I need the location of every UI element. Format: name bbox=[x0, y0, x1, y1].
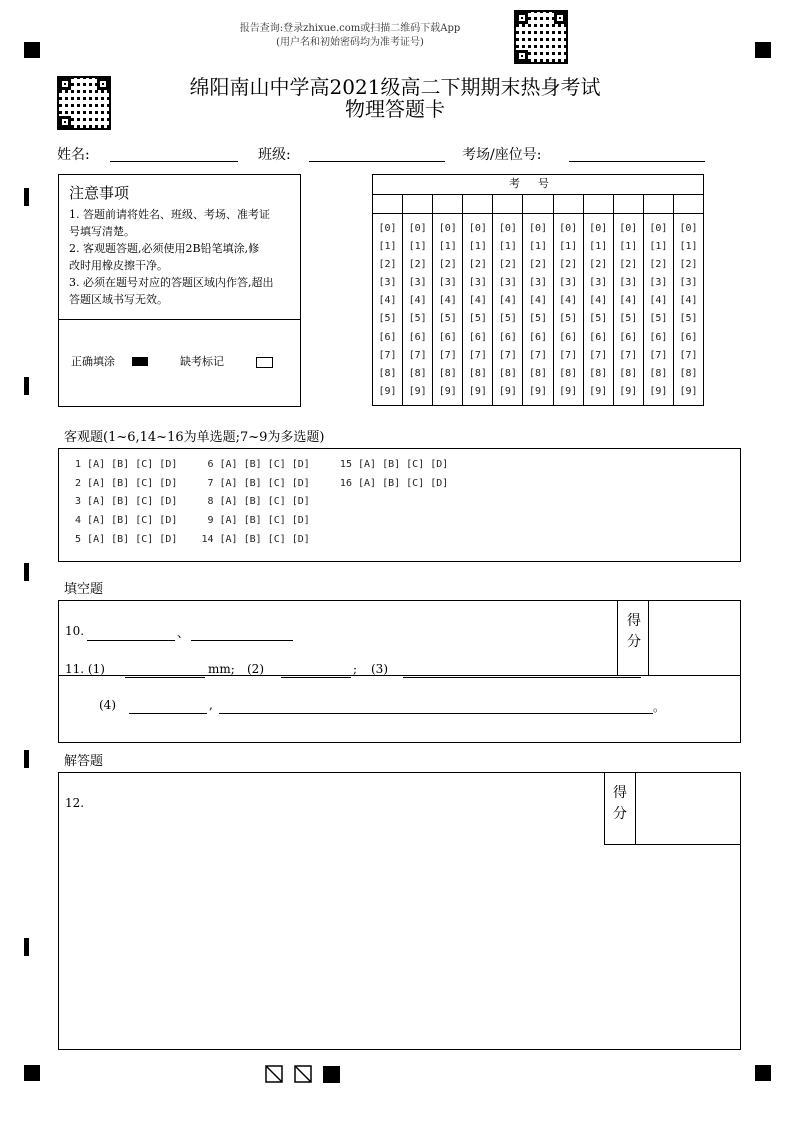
q11-part-3-label: (3) bbox=[371, 662, 388, 676]
objective-row[interactable]: 5 [A] [B] [C] [D] 14 [A] [B] [C] [D] bbox=[69, 534, 310, 545]
exam-digit-bubble[interactable]: [8] bbox=[559, 367, 578, 379]
exam-digit-bubble[interactable]: [9] bbox=[559, 385, 578, 397]
exam-digit-bubble[interactable]: [6] bbox=[408, 331, 427, 343]
timing-bar bbox=[24, 750, 29, 768]
exam-number-grid bbox=[372, 174, 704, 406]
divider bbox=[59, 319, 300, 320]
exam-digit-bubble[interactable]: [3] bbox=[528, 277, 548, 289]
exam-digit-bubble[interactable]: [1] bbox=[408, 241, 427, 253]
q11-part-4-label: (4) bbox=[99, 698, 116, 712]
report-line-2: (用户名和初始密码均为准考证号) bbox=[276, 37, 424, 48]
exam-digit-bubble[interactable]: [2] bbox=[378, 259, 397, 271]
exam-digit-column bbox=[584, 214, 614, 405]
exam-digit-bubble[interactable]: [5] bbox=[438, 313, 457, 325]
exam-digit-bubble[interactable]: [8] bbox=[378, 367, 397, 379]
exam-digit-bubble[interactable]: [4] bbox=[589, 295, 608, 307]
exam-number-bubbles bbox=[373, 214, 703, 405]
exam-digit-bubble[interactable]: [7] bbox=[468, 349, 487, 361]
exam-digit-bubble[interactable]: [7] bbox=[438, 349, 457, 361]
q10-blank-1[interactable] bbox=[87, 640, 175, 641]
exam-digit-bubble[interactable]: [8] bbox=[408, 367, 427, 379]
exam-digit-bubble[interactable]: [4] bbox=[438, 295, 457, 307]
page-title bbox=[150, 76, 640, 120]
exam-digit-bubble[interactable]: [0] bbox=[408, 223, 427, 234]
score-label-1: 得 bbox=[613, 785, 627, 801]
exam-digit-write-box[interactable] bbox=[584, 195, 614, 213]
filled-example-label: 正确填涂 bbox=[71, 355, 115, 368]
exam-digit-bubble[interactable]: [1] bbox=[559, 241, 578, 253]
q11-blank-3[interactable] bbox=[403, 677, 641, 678]
seat-label: 考场/座位号: bbox=[462, 147, 542, 163]
exam-digit-bubble[interactable]: [7] bbox=[408, 349, 427, 361]
q11-blank-1[interactable] bbox=[125, 677, 205, 678]
notice-item: 答题区域书写无效。 bbox=[69, 293, 168, 306]
exam-digit-bubble[interactable]: [8] bbox=[438, 367, 457, 379]
exam-digit-bubble[interactable]: [3] bbox=[619, 277, 638, 289]
exam-digit-bubble[interactable]: [2] bbox=[559, 259, 578, 271]
exam-digit-bubble[interactable]: [6] bbox=[468, 331, 487, 343]
report-query-text bbox=[190, 22, 510, 50]
exam-digit-bubble[interactable]: [0] bbox=[649, 223, 668, 234]
exam-digit-bubble[interactable]: [1] bbox=[438, 241, 457, 253]
exam-digit-bubble[interactable]: [5] bbox=[498, 313, 517, 325]
exam-digit-write-box[interactable] bbox=[644, 195, 674, 213]
exam-digit-bubble[interactable]: [0] bbox=[528, 223, 548, 234]
exam-digit-bubble[interactable]: [0] bbox=[468, 223, 487, 234]
score-label-1: 得 bbox=[627, 613, 641, 629]
exam-digit-write-box[interactable] bbox=[373, 195, 403, 213]
q11-part-2-label: (2) bbox=[247, 662, 264, 676]
exam-digit-bubble[interactable]: [3] bbox=[408, 277, 427, 289]
exam-digit-bubble[interactable]: [7] bbox=[679, 349, 698, 361]
exam-digit-bubble[interactable]: [3] bbox=[589, 277, 608, 289]
exam-digit-bubble[interactable]: [5] bbox=[649, 313, 668, 325]
timing-bar bbox=[24, 563, 29, 581]
exam-digit-bubble[interactable]: [4] bbox=[559, 295, 578, 307]
exam-digit-bubble[interactable]: [9] bbox=[619, 385, 638, 397]
exam-digit-bubble[interactable]: [0] bbox=[438, 223, 457, 234]
exam-digit-bubble[interactable]: [4] bbox=[649, 295, 668, 307]
exam-digit-bubble[interactable]: [1] bbox=[679, 241, 698, 253]
exam-digit-bubble[interactable]: [4] bbox=[408, 295, 427, 307]
score-label-2: 分 bbox=[613, 806, 627, 822]
exam-digit-bubble[interactable]: [9] bbox=[378, 385, 397, 397]
exam-digit-bubble[interactable]: [5] bbox=[408, 313, 427, 325]
exam-digit-bubble[interactable]: [3] bbox=[649, 277, 668, 289]
q11-unit: mm; bbox=[208, 662, 235, 676]
exam-digit-bubble[interactable]: [6] bbox=[559, 331, 578, 343]
exam-digit-bubble[interactable]: [7] bbox=[559, 349, 578, 361]
score-box bbox=[604, 773, 740, 845]
exam-digit-write-box[interactable] bbox=[674, 195, 703, 213]
exam-digit-write-box[interactable] bbox=[554, 195, 584, 213]
exam-digit-bubble[interactable]: [6] bbox=[589, 331, 608, 343]
qr-code-icon bbox=[514, 10, 568, 64]
exam-digit-bubble[interactable]: [4] bbox=[619, 295, 638, 307]
missing-exam-checkbox[interactable] bbox=[256, 357, 273, 368]
exam-digit-bubble[interactable]: [8] bbox=[679, 367, 698, 379]
exam-digit-bubble[interactable]: [0] bbox=[498, 223, 517, 234]
timing-bar bbox=[24, 938, 29, 956]
exam-digit-bubble[interactable]: [8] bbox=[528, 367, 548, 379]
exam-digit-column bbox=[373, 214, 403, 405]
corner-mark-top-right bbox=[755, 42, 771, 58]
q11-blank-5[interactable] bbox=[219, 713, 653, 714]
exam-digit-bubble[interactable]: [2] bbox=[649, 259, 668, 271]
name-field[interactable] bbox=[110, 161, 238, 162]
exam-digit-bubble[interactable]: [6] bbox=[378, 331, 397, 343]
corner-mark-bottom-left bbox=[24, 1065, 40, 1081]
exam-digit-bubble[interactable]: [7] bbox=[378, 349, 397, 361]
exam-digit-bubble[interactable]: [9] bbox=[408, 385, 427, 397]
seat-field[interactable] bbox=[569, 161, 705, 162]
filled-example-mark bbox=[132, 357, 148, 366]
exam-digit-bubble[interactable]: [0] bbox=[619, 223, 638, 234]
exam-digit-bubble[interactable]: [3] bbox=[679, 277, 698, 289]
notice-box bbox=[58, 174, 301, 407]
exam-digit-bubble[interactable]: [5] bbox=[378, 313, 397, 325]
exam-digit-bubble[interactable]: [7] bbox=[589, 349, 608, 361]
exam-digit-bubble[interactable]: [5] bbox=[468, 313, 487, 325]
notice-item: 改时用橡皮擦干净。 bbox=[69, 259, 168, 272]
solution-section-label: 解答题 bbox=[64, 754, 104, 769]
exam-digit-bubble[interactable]: [2] bbox=[619, 259, 638, 271]
missing-exam-label: 缺考标记 bbox=[180, 355, 224, 368]
corner-mark-top-left bbox=[24, 42, 40, 58]
exam-digit-bubble[interactable]: [1] bbox=[589, 241, 608, 253]
exam-digit-write-box[interactable] bbox=[433, 195, 463, 213]
exam-digit-bubble[interactable]: [7] bbox=[649, 349, 668, 361]
qr-code-icon bbox=[57, 76, 111, 130]
fill-blank-section-label: 填空题 bbox=[64, 582, 104, 597]
exam-digit-bubble[interactable]: [9] bbox=[498, 385, 517, 397]
timing-bar bbox=[24, 188, 29, 206]
exam-digit-bubble[interactable]: [3] bbox=[438, 277, 457, 289]
exam-digit-column bbox=[433, 214, 463, 405]
exam-digit-bubble[interactable]: [8] bbox=[498, 367, 517, 379]
exam-digit-bubble[interactable]: [5] bbox=[679, 313, 698, 325]
exam-digit-write-box[interactable] bbox=[523, 195, 553, 213]
exam-digit-bubble[interactable]: [5] bbox=[528, 313, 548, 325]
exam-digit-write-box[interactable] bbox=[403, 195, 433, 213]
score-label-2: 分 bbox=[627, 634, 641, 650]
exam-digit-bubble[interactable]: [2] bbox=[528, 259, 548, 271]
question-11-label: 11. (1) bbox=[65, 662, 105, 676]
exam-digit-column bbox=[674, 214, 703, 405]
exam-digit-bubble[interactable]: [8] bbox=[649, 367, 668, 379]
exam-digit-column bbox=[523, 214, 553, 405]
score-box bbox=[617, 601, 649, 675]
q10-separator: 、 bbox=[177, 626, 190, 640]
notice-item: 1. 答题前请将姓名、班级、考场、准考证 bbox=[69, 208, 270, 221]
exam-digit-bubble[interactable]: [2] bbox=[468, 259, 487, 271]
notice-item: 2. 客观题答题,必须使用2B铅笔填涂,修 bbox=[69, 242, 260, 255]
exam-digit-bubble[interactable]: [9] bbox=[528, 385, 548, 397]
exam-digit-bubble[interactable]: [2] bbox=[679, 259, 698, 271]
exam-digit-bubble[interactable]: [4] bbox=[498, 295, 517, 307]
exam-digit-bubble[interactable]: [9] bbox=[438, 385, 457, 397]
corner-mark-bottom-right bbox=[755, 1065, 771, 1081]
objective-row[interactable]: 4 [A] [B] [C] [D] 9 [A] [B] [C] [D] bbox=[69, 515, 310, 526]
exam-digit-bubble[interactable]: [2] bbox=[408, 259, 427, 271]
exam-digit-column bbox=[644, 214, 674, 405]
objective-answer-box bbox=[58, 448, 741, 562]
exam-digit-bubble[interactable]: [6] bbox=[498, 331, 517, 343]
exam-digit-bubble[interactable]: [4] bbox=[378, 295, 397, 307]
objective-section-label: 客观题(1~6,14~16为单选题;7~9为多选题) bbox=[64, 430, 325, 445]
question-10-label: 10. bbox=[65, 624, 85, 638]
exam-digit-bubble[interactable]: [9] bbox=[679, 385, 698, 397]
exam-digit-bubble[interactable]: [4] bbox=[528, 295, 548, 307]
exam-digit-bubble[interactable]: [8] bbox=[468, 367, 487, 379]
exam-digit-write-box[interactable] bbox=[463, 195, 493, 213]
objective-row[interactable]: 1 [A] [B] [C] [D] 6 [A] [B] [C] [D] 15 [A] [B] [C] [D] bbox=[69, 459, 449, 470]
objective-row[interactable]: 3 [A] [B] [C] [D] 8 [A] [B] [C] [D] bbox=[69, 496, 310, 507]
title-line-1: 绵阳南山中学高2021级高二下期期末热身考试 bbox=[189, 75, 601, 99]
fill-blank-answer-box bbox=[58, 600, 741, 743]
objective-row[interactable]: 2 [A] [B] [C] [D] 7 [A] [B] [C] [D] 16 [A] [B] [C] [D] bbox=[69, 478, 449, 489]
exam-digit-bubble[interactable]: [7] bbox=[528, 349, 548, 361]
exam-digit-bubble[interactable]: [0] bbox=[378, 223, 397, 234]
exam-digit-bubble[interactable]: [7] bbox=[498, 349, 517, 361]
exam-digit-bubble[interactable]: [2] bbox=[589, 259, 608, 271]
exam-digit-bubble[interactable]: [9] bbox=[589, 385, 608, 397]
exam-digit-column bbox=[554, 214, 584, 405]
exam-digit-column bbox=[493, 214, 523, 405]
exam-number-write-row bbox=[373, 195, 703, 214]
exam-digit-bubble[interactable]: [1] bbox=[378, 241, 397, 253]
exam-digit-bubble[interactable]: [6] bbox=[438, 331, 457, 343]
exam-digit-bubble[interactable]: [5] bbox=[559, 313, 578, 325]
notice-item: 号填写清楚。 bbox=[69, 225, 135, 238]
exam-digit-column bbox=[463, 214, 493, 405]
exam-digit-bubble[interactable]: [5] bbox=[619, 313, 638, 325]
exam-digit-column bbox=[403, 214, 433, 405]
exam-digit-column bbox=[614, 214, 644, 405]
exam-digit-bubble[interactable]: [8] bbox=[619, 367, 638, 379]
q11-blank-4[interactable] bbox=[129, 713, 207, 714]
exam-digit-bubble[interactable]: [3] bbox=[498, 277, 517, 289]
q11-comma: , bbox=[209, 698, 213, 712]
class-field[interactable] bbox=[309, 161, 445, 162]
exam-digit-bubble[interactable]: [9] bbox=[468, 385, 487, 397]
question-12-label: 12. bbox=[65, 796, 85, 810]
exam-digit-write-box[interactable] bbox=[614, 195, 644, 213]
exam-digit-bubble[interactable]: [3] bbox=[378, 277, 397, 289]
name-label: 姓名: bbox=[57, 147, 90, 163]
exam-digit-bubble[interactable]: [1] bbox=[649, 241, 668, 253]
q11-end-mark: 。 bbox=[653, 700, 666, 714]
class-label: 班级: bbox=[258, 147, 291, 163]
exam-number-header: 考号 bbox=[373, 175, 703, 195]
exam-digit-bubble[interactable]: [1] bbox=[468, 241, 487, 253]
title-line-2: 物理答题卡 bbox=[345, 97, 445, 121]
exam-digit-bubble[interactable]: [3] bbox=[559, 277, 578, 289]
exam-digit-bubble[interactable]: [1] bbox=[498, 241, 517, 253]
score-box-divider bbox=[635, 773, 636, 844]
exam-digit-write-box[interactable] bbox=[493, 195, 523, 213]
exam-digit-bubble[interactable]: [9] bbox=[649, 385, 668, 397]
q11-blank-2[interactable] bbox=[281, 677, 351, 678]
timing-bar bbox=[24, 377, 29, 395]
exam-digit-bubble[interactable]: [8] bbox=[589, 367, 608, 379]
exam-digit-bubble[interactable]: [4] bbox=[679, 295, 698, 307]
notice-list bbox=[69, 206, 274, 308]
exam-digit-bubble[interactable]: [1] bbox=[528, 241, 548, 253]
exam-digit-bubble[interactable]: [4] bbox=[468, 295, 487, 307]
exam-digit-bubble[interactable]: [6] bbox=[528, 331, 548, 343]
exam-digit-bubble[interactable]: [0] bbox=[679, 223, 698, 234]
q11-separator: ; bbox=[353, 662, 358, 676]
exam-digit-bubble[interactable]: [6] bbox=[619, 331, 638, 343]
solution-answer-box[interactable] bbox=[58, 772, 741, 1050]
exam-digit-bubble[interactable]: [6] bbox=[679, 331, 698, 343]
report-line-1: 报告查询:登录zhixue.com或扫描二维码下载App bbox=[239, 23, 461, 34]
exam-digit-bubble[interactable]: [0] bbox=[559, 223, 578, 234]
fill-blank-divider bbox=[59, 675, 740, 676]
exam-digit-bubble[interactable]: [2] bbox=[498, 259, 517, 271]
exam-digit-bubble[interactable]: [2] bbox=[438, 259, 457, 271]
exam-digit-bubble[interactable]: [5] bbox=[589, 313, 608, 325]
exam-digit-bubble[interactable]: [0] bbox=[589, 223, 608, 234]
exam-digit-bubble[interactable]: [7] bbox=[619, 349, 638, 361]
notice-title: 注意事项 bbox=[69, 184, 130, 202]
exam-digit-bubble[interactable]: [6] bbox=[649, 331, 668, 343]
q10-blank-2[interactable] bbox=[191, 640, 293, 641]
notice-item: 3. 必须在题号对应的答题区域内作答,超出 bbox=[69, 276, 274, 289]
exam-digit-bubble[interactable]: [1] bbox=[619, 241, 638, 253]
exam-digit-bubble[interactable]: [3] bbox=[468, 277, 487, 289]
page-code-marks bbox=[265, 1065, 345, 1083]
